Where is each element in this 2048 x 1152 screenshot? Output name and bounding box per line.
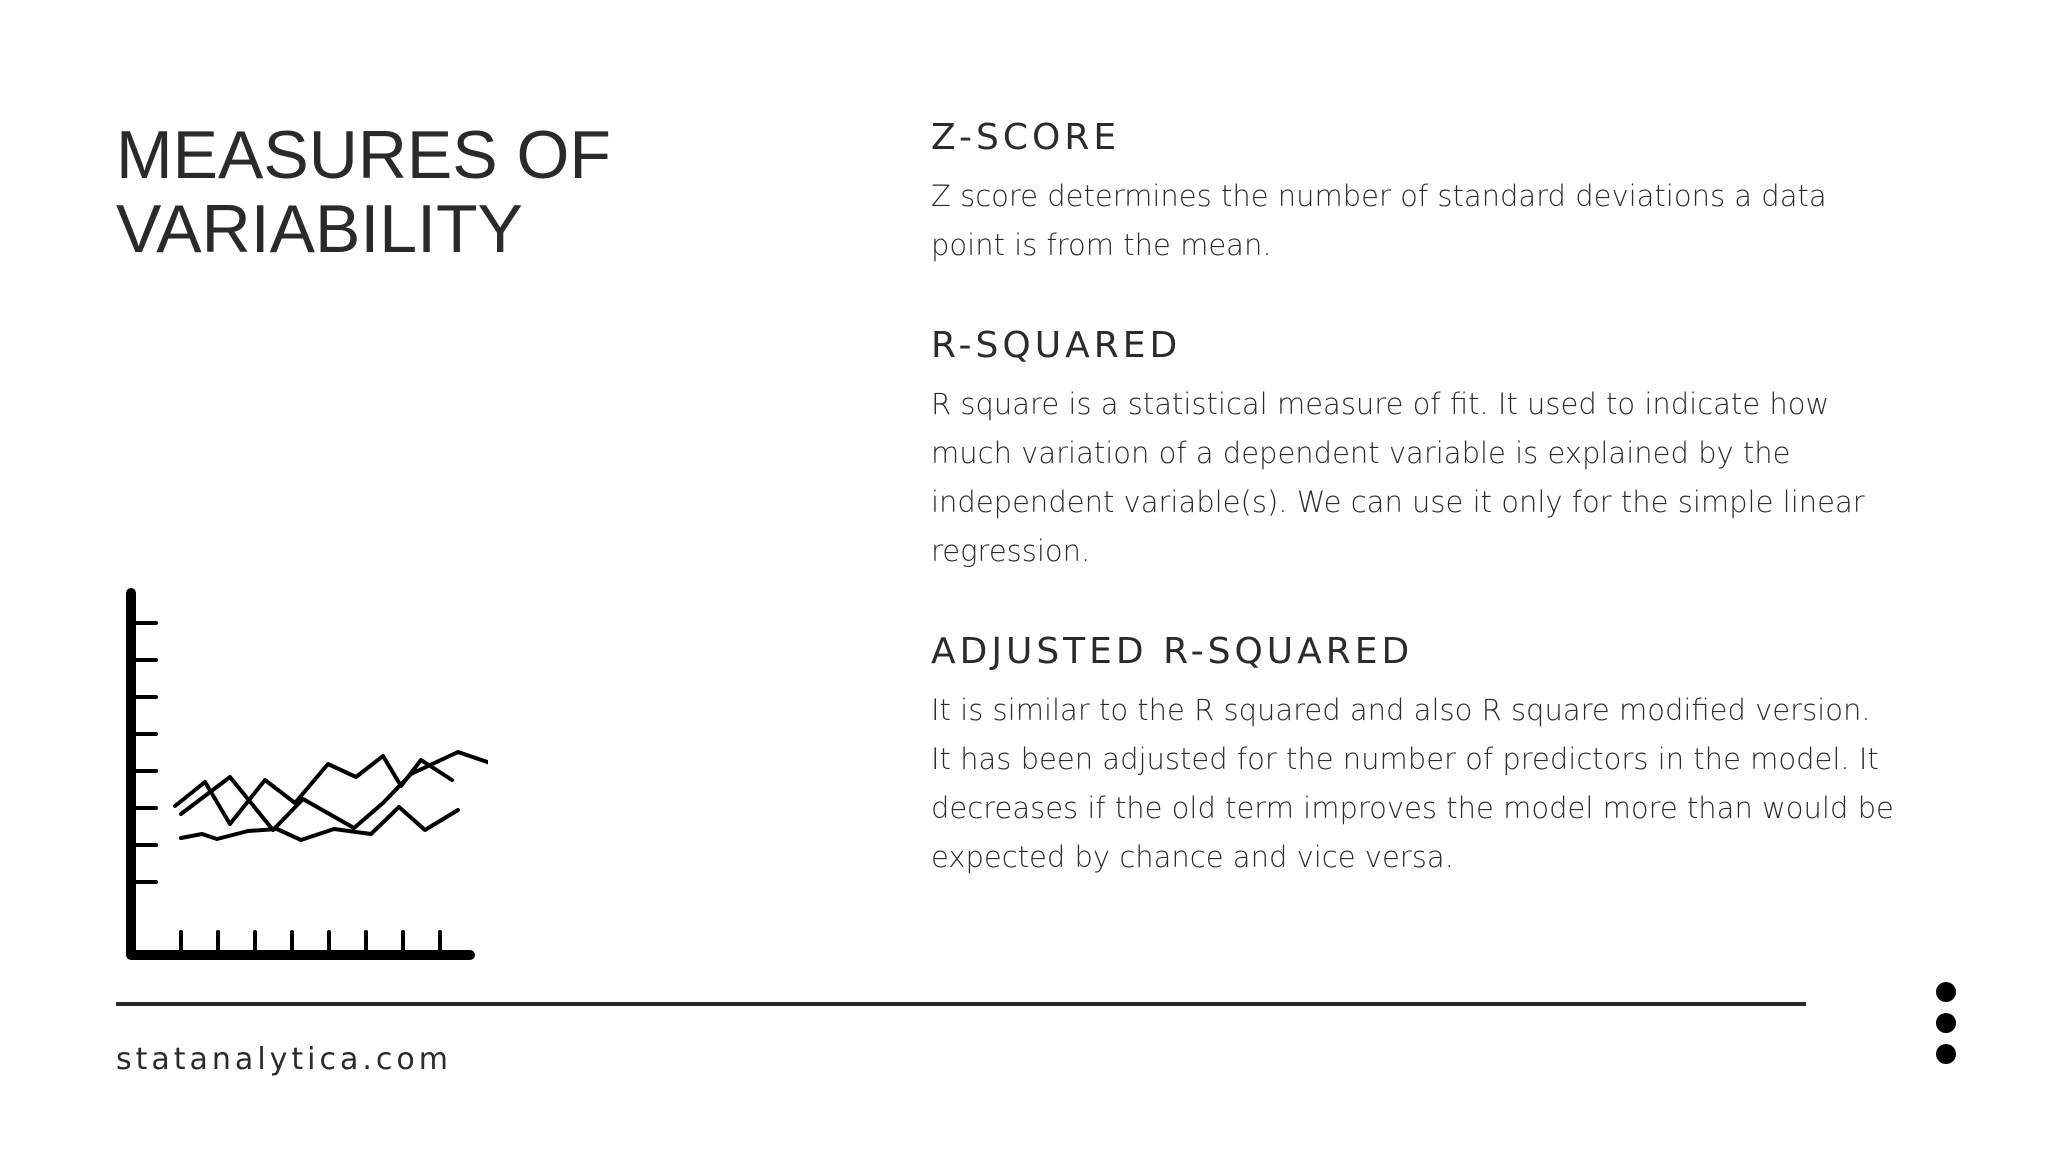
footer-website: statanalytica.com (116, 1042, 452, 1077)
more-dots-icon[interactable] (1932, 978, 1960, 1068)
section-heading-z-score: Z-SCORE (931, 117, 1121, 158)
graph-axes (131, 593, 470, 955)
graph-line-1 (175, 756, 452, 824)
slide-title-line-2: VARIABILITY (116, 191, 523, 267)
slide-title (116, 118, 816, 266)
section-r-squared (931, 320, 1981, 576)
slide-title-line-1: MEASURES OF (116, 117, 611, 193)
section-body-adjusted-r-squared: It is similar to the R squared and also R square modified version. It has been adjusted for the number of predictors in the model. It decreases if the old term improves the model more than would be expected by chance and vice versa. (931, 693, 1894, 874)
section-heading-adjusted-r-squared: ADJUSTED R-SQUARED (931, 631, 1414, 672)
section-heading-r-squared: R-SQUARED (931, 325, 1182, 366)
content-column (931, 112, 1981, 882)
menu-dot-1 (1936, 982, 1956, 1002)
section-body-r-squared: R square is a statistical measure of fit. It used to indicate how much variation of a dependent variable is explained by the independent variable(s). We can use it only for the simple linear regression. (931, 387, 1865, 568)
footer-divider (116, 1002, 1806, 1006)
section-body-z-score: Z score determines the number of standard deviations a data point is from the mean. (931, 179, 1827, 262)
menu-dot-2 (1936, 1013, 1956, 1033)
line-graph-icon (118, 585, 488, 965)
section-adjusted-r-squared (931, 626, 1981, 882)
section-z-score (931, 112, 1981, 270)
menu-dot-3 (1936, 1044, 1956, 1064)
